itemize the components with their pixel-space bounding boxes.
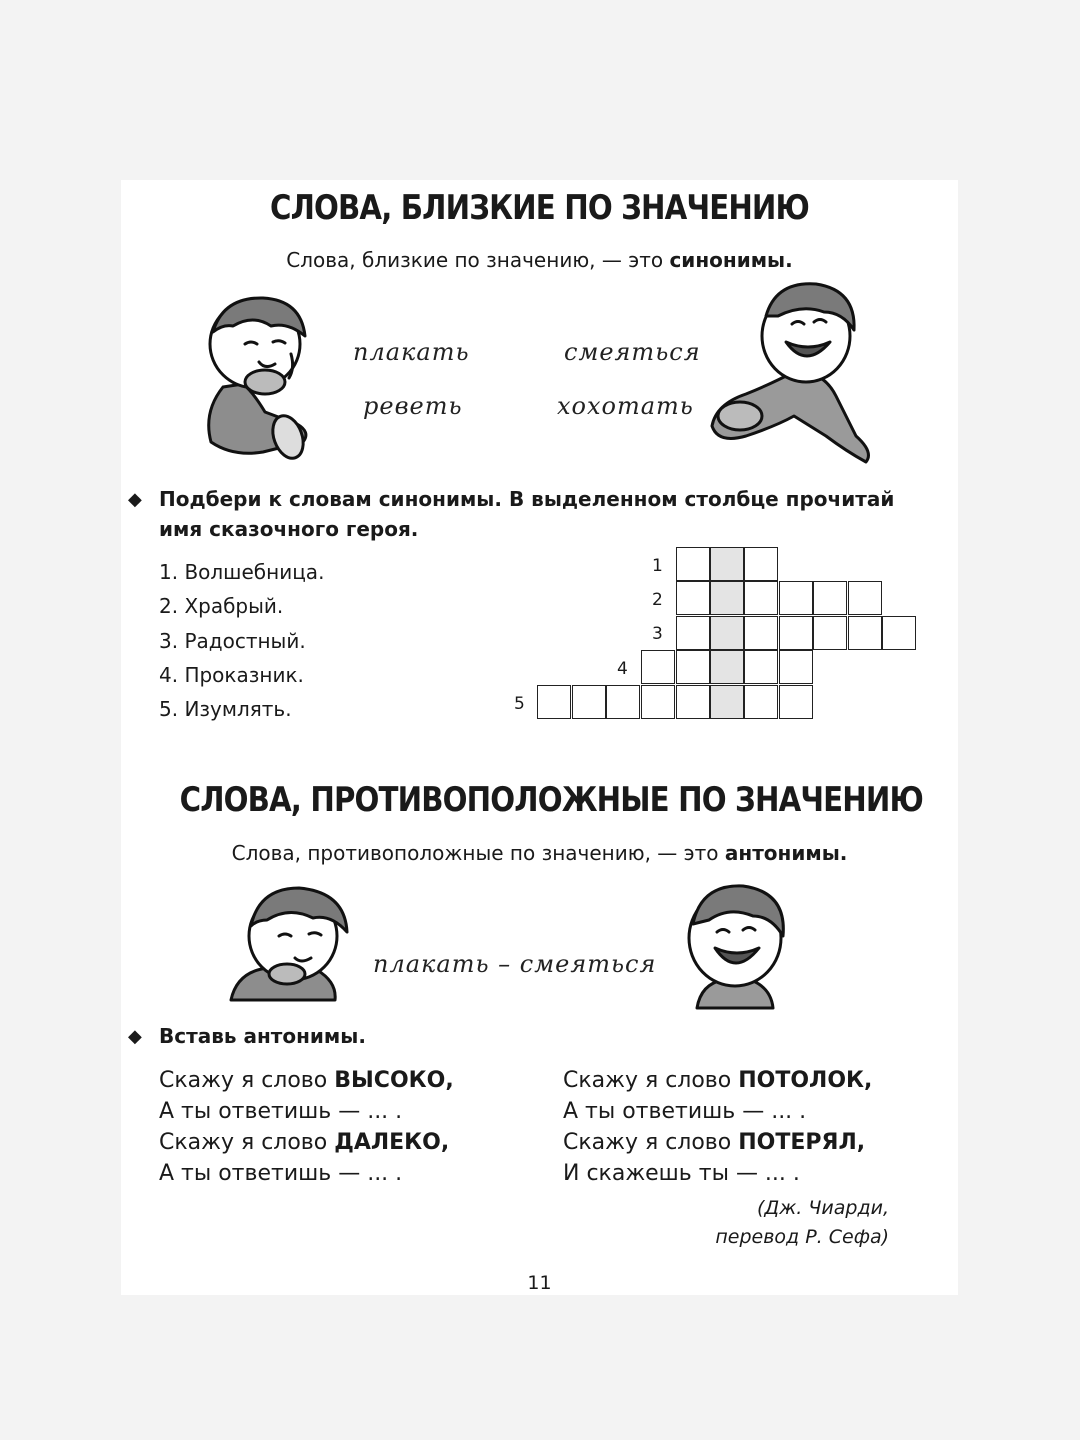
crossword-number-5: 5 bbox=[514, 694, 525, 714]
clue-4: 4. Проказник. bbox=[159, 663, 304, 687]
crossword-cell[interactable] bbox=[676, 650, 710, 684]
crying-boy-illustration bbox=[193, 292, 335, 467]
antonym-pair: плакать – смеяться bbox=[373, 950, 657, 978]
crossword-cell-highlighted[interactable] bbox=[710, 650, 744, 684]
crossword-cell[interactable] bbox=[641, 685, 675, 719]
section2-title: СЛОВА, ПРОТИВОПОЛОЖНЫЕ ПО ЗНАЧЕНИЮ bbox=[179, 780, 923, 820]
poem-line: И скажешь ты — ... . bbox=[563, 1161, 800, 1186]
crossword-cell-highlighted[interactable] bbox=[710, 685, 744, 719]
crossword-cell[interactable] bbox=[744, 616, 778, 650]
crossword-cell[interactable] bbox=[779, 650, 813, 684]
crossword-cell-highlighted[interactable] bbox=[710, 581, 744, 615]
antonyms-term: антонимы. bbox=[724, 841, 848, 865]
crossword-cell[interactable] bbox=[779, 616, 813, 650]
crossword-cell[interactable] bbox=[744, 547, 778, 581]
bullet-diamond-icon: ◆ bbox=[128, 489, 142, 510]
poem-line: Скажу я слово ПОТОЛОК, bbox=[563, 1068, 873, 1093]
poem-right bbox=[563, 1065, 872, 1189]
crossword-cell[interactable] bbox=[744, 581, 778, 615]
crossword-cell[interactable] bbox=[744, 650, 778, 684]
workbook-page bbox=[121, 180, 958, 1295]
crossword-cell[interactable] bbox=[537, 685, 571, 719]
section2-task: Вставь антонимы. bbox=[159, 1024, 366, 1048]
section2-intro: Слова, противоположные по значению, — это антонимы. bbox=[231, 841, 848, 865]
laughing-boy-small-illustration bbox=[679, 880, 793, 1010]
crossword-cell[interactable] bbox=[779, 581, 813, 615]
crossword-number-4: 4 bbox=[617, 659, 628, 679]
poem-left bbox=[159, 1065, 454, 1189]
crying-boy-small-illustration bbox=[227, 882, 357, 1004]
poem-line: Скажу я слово ВЫСОКО, bbox=[159, 1068, 454, 1093]
clue-3: 3. Радостный. bbox=[159, 629, 306, 653]
crossword-cell[interactable] bbox=[676, 685, 710, 719]
crossword-cell[interactable] bbox=[848, 581, 882, 615]
crossword-number-3: 3 bbox=[652, 624, 663, 644]
crossword-cell[interactable] bbox=[813, 616, 847, 650]
crossword-cell[interactable] bbox=[606, 685, 640, 719]
section1-intro: Слова, близкие по значению, — это синонимы. bbox=[286, 248, 793, 272]
crossword-cell[interactable] bbox=[882, 616, 916, 650]
clue-5: 5. Изумлять. bbox=[159, 697, 292, 721]
word-bawl: реветь bbox=[363, 392, 463, 420]
bullet-diamond-icon: ◆ bbox=[128, 1026, 142, 1047]
crossword-cell-highlighted[interactable] bbox=[710, 547, 744, 581]
synonyms-term: синонимы. bbox=[669, 248, 793, 272]
poem-line: А ты ответишь — ... . bbox=[159, 1099, 403, 1124]
crossword-cell-highlighted[interactable] bbox=[710, 616, 744, 650]
section1-title: СЛОВА, БЛИЗКИЕ ПО ЗНАЧЕНИЮ bbox=[269, 188, 810, 228]
crossword-cell[interactable] bbox=[744, 685, 778, 719]
poem-line: Скажу я слово ПОТЕРЯЛ, bbox=[563, 1130, 866, 1155]
page-number: 11 bbox=[527, 1272, 552, 1294]
poem-line: Скажу я слово ДАЛЕКО, bbox=[159, 1130, 450, 1155]
crossword-cell[interactable] bbox=[779, 685, 813, 719]
crossword-cell[interactable] bbox=[676, 547, 710, 581]
word-laugh: смеяться bbox=[564, 338, 701, 366]
crossword-cell[interactable] bbox=[572, 685, 606, 719]
poem-credit: (Дж. Чиарди, перевод Р. Сефа) bbox=[715, 1197, 889, 1248]
crossword-cell[interactable] bbox=[641, 650, 675, 684]
clue-1: 1. Волшебница. bbox=[159, 560, 325, 584]
crossword-number-2: 2 bbox=[652, 590, 663, 610]
crossword-cell[interactable] bbox=[848, 616, 882, 650]
clue-2: 2. Храбрый. bbox=[159, 594, 284, 618]
word-guffaw: хохотать bbox=[557, 392, 694, 420]
crossword-number-1: 1 bbox=[652, 556, 663, 576]
word-cry: плакать bbox=[353, 338, 470, 366]
laughing-boy-illustration bbox=[706, 276, 874, 468]
poem-line: А ты ответишь — ... . bbox=[563, 1099, 807, 1124]
crossword-cell[interactable] bbox=[676, 616, 710, 650]
crossword-cell[interactable] bbox=[813, 581, 847, 615]
crossword-cell[interactable] bbox=[676, 581, 710, 615]
poem-line: А ты ответишь — ... . bbox=[159, 1161, 403, 1186]
section1-task: Подбери к словам синонимы. В выделенном столбце прочитай имя сказочного героя. bbox=[159, 487, 895, 541]
